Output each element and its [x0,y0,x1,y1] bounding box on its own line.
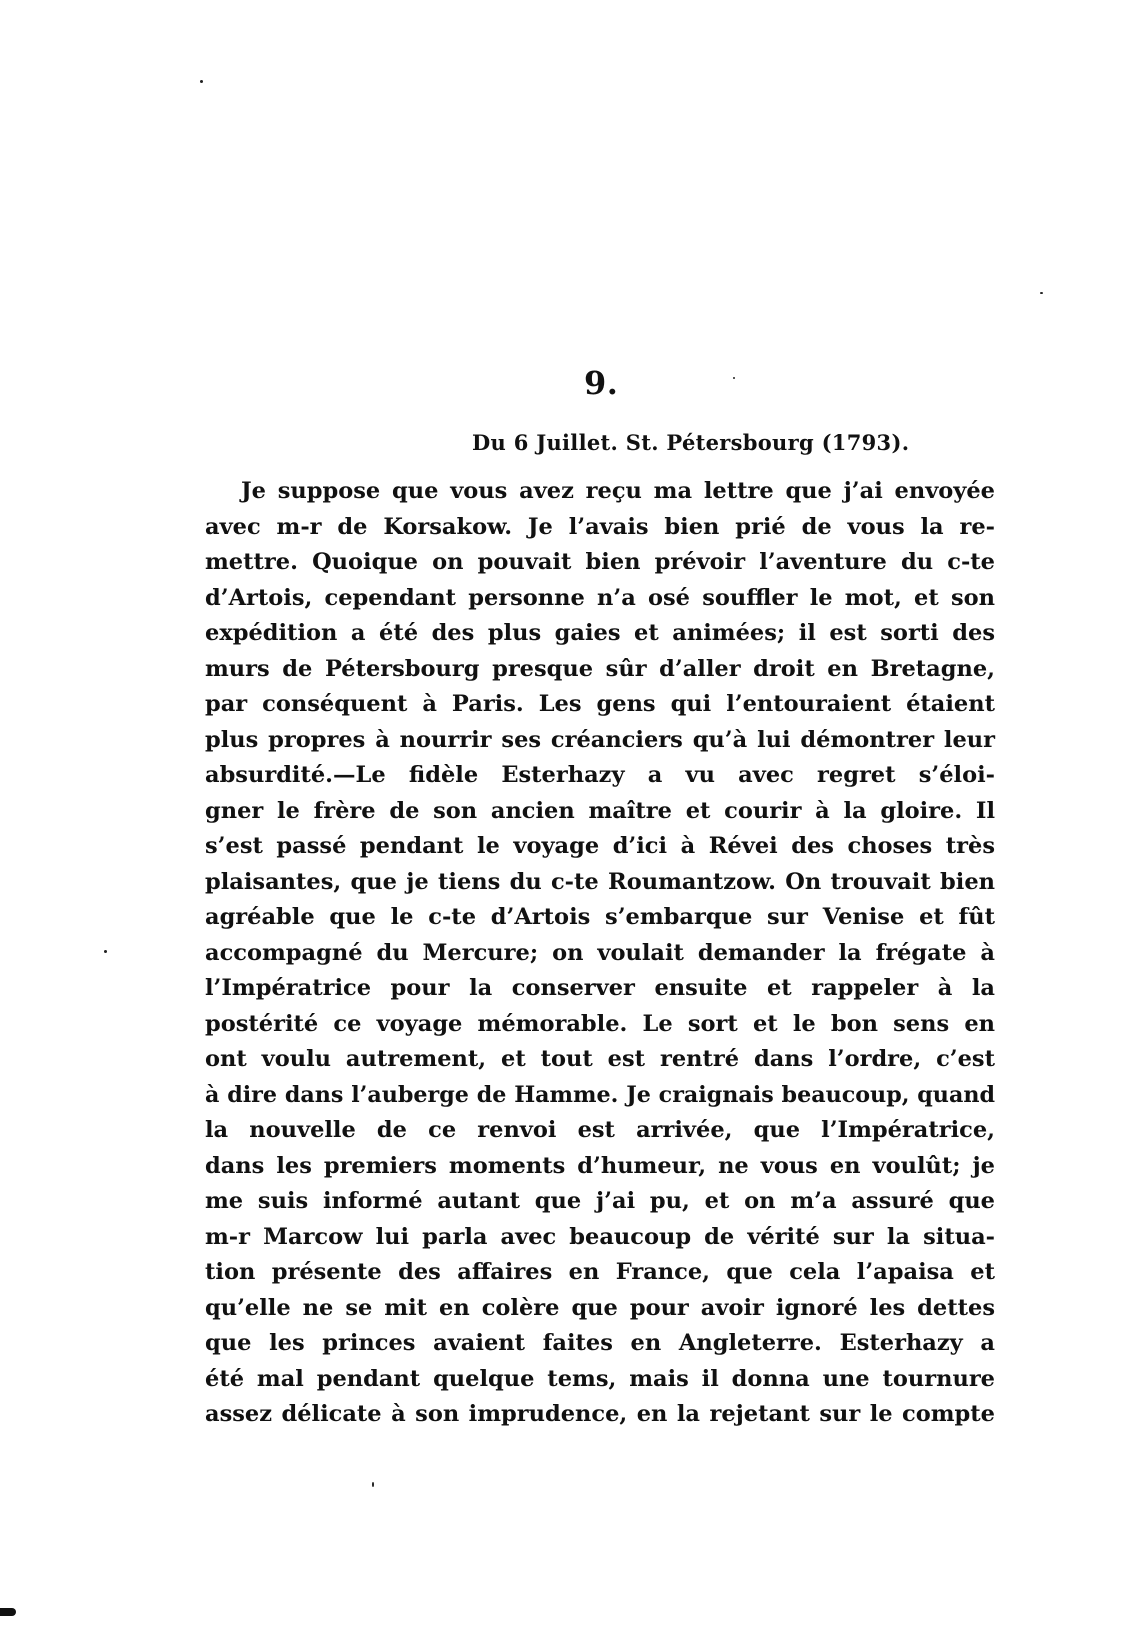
text-line: par conséquent à Paris. Les gens qui l’entouraient étaient [205,691,995,717]
text-line: à dire dans l’auberge de Hamme. Je craignais beaucoup, quand [205,1081,995,1108]
text-line: m-r Marcow lui parla avec beaucoup de vérité sur la situa- [205,1223,995,1250]
text-line: me suis informé autant que j’ai pu, et on m’a assuré que [205,1188,995,1214]
text-line: Je suppose que vous avez reçu ma lettre que j’ai envoyée [241,478,995,504]
text-line: dans les premiers moments d’humeur, ne vous en voulût; je [205,1152,995,1179]
text-line: expédition a été des plus gaies et animées; il est sorti des [205,620,995,646]
text-line: que les princes avaient faites en Angleterre. Esterhazy a [205,1330,995,1356]
text-line: accompagné du Mercure; on voulait demander la frégate à [205,939,995,966]
scan-edge-mark [0,1608,16,1616]
text-line: assez délicate à son imprudence, en la rejetant sur le compte [205,1401,995,1427]
text-line: gner le frère de son ancien maître et courir à la gloire. Il [205,797,995,824]
text-line: agréable que le c-te d’Artois s’embarque sur Venise et fût [205,904,995,930]
text-line: plaisantes, que je tiens du c-te Roumantzow. On trouvait bien [205,868,995,895]
scan-speck [104,950,107,953]
scan-speck [1040,292,1043,294]
text-line: postérité ce voyage mémorable. Le sort et le bon sens en [205,1010,995,1037]
text-line: d’Artois, cependant personne n’a osé souffler le mot, et son [205,584,995,611]
text-line: absurdité.—Le fidèle Esterhazy a vu avec regret s’éloi- [205,762,995,788]
text-line: la nouvelle de ce renvoi est arrivée, que l’Impératrice, [205,1117,995,1143]
text-line: s’est passé pendant le voyage d’ici à Révei des choses très [205,833,995,859]
text-line: plus propres à nourrir ses créanciers qu’à lui démontrer leur [205,726,995,753]
scan-speck [372,1482,374,1487]
text-line: ont voulu autrement, et tout est rentré dans l’ordre, c’est [205,1046,995,1072]
text-line: qu’elle ne se mit en colère que pour avoir ignoré les dettes [205,1294,995,1321]
text-line: avec m-r de Korsakow. Je l’avais bien prié de vous la re- [205,513,995,540]
scan-speck [200,80,203,83]
text-line: l’Impératrice pour la conserver ensuite et rappeler à la [205,975,995,1001]
text-line: murs de Pétersbourg presque sûr d’aller droit en Bretagne, [205,655,995,682]
text-line: mettre. Quoique on pouvait bien prévoir l’aventure du c-te [205,549,995,575]
letter-number: 9. [584,364,619,402]
dateline: Du 6 Juillet. St. Pétersbourg (1793). [472,430,910,455]
text-line: tion présente des affaires en France, que cela l’apaisa et [205,1259,995,1285]
letter-body [205,474,995,1433]
text-line: été mal pendant quelque tems, mais il donna une tournure [205,1365,995,1392]
scan-speck [733,377,735,379]
